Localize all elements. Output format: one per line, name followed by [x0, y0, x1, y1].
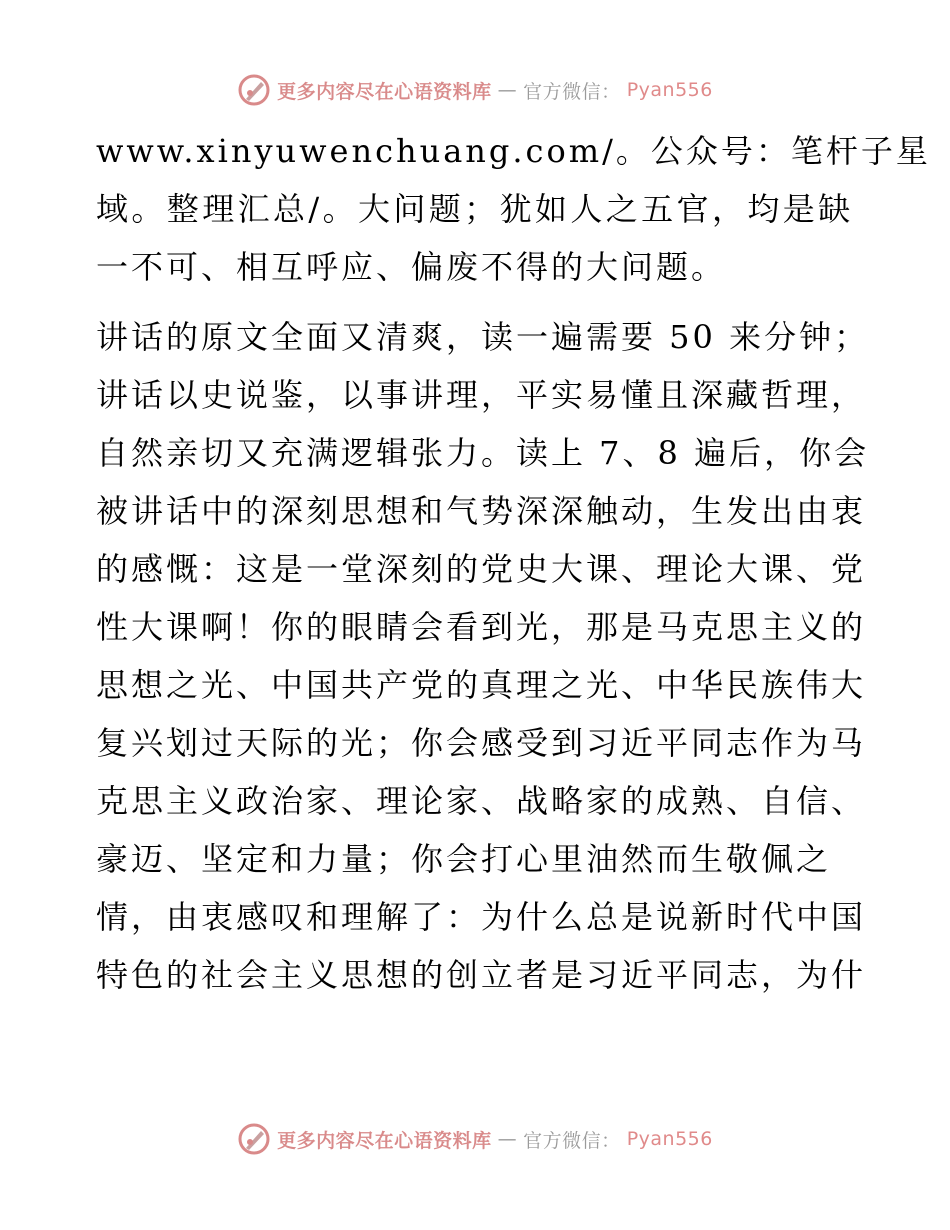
- watermark-brand: 更多内容尽在心语资料库: [277, 80, 492, 103]
- text-line: www.xinyuwenchuang.com/。公众号：笔杆子星: [96, 132, 931, 170]
- text-line: 域。整理汇总/。大问题；犹如人之五官，均是缺: [96, 190, 854, 228]
- header-watermark: [0, 70, 950, 110]
- text-line: 自然亲切又充满逻辑张力。读上 7、8 遍后，你会: [96, 434, 870, 472]
- watermark-brand: 更多内容尽在心语资料库: [277, 1129, 492, 1152]
- watermark-wechat-id: Pyan556: [626, 1128, 713, 1150]
- watermark-wechat-id: Pyan556: [626, 79, 713, 101]
- text-line: 讲话以史说鉴，以事讲理，平实易懂且深藏哲理，: [96, 376, 867, 414]
- text-line: 复兴划过天际的光；你会感受到习近平同志作为马: [96, 724, 867, 762]
- text-line: 讲话的原文全面又清爽，读一遍需要 50 来分钟；: [96, 318, 870, 356]
- quill-circle-logo-icon: [237, 73, 271, 107]
- text-line: 被讲话中的深刻思想和气势深深触动，生发出由衷: [96, 492, 867, 530]
- quill-circle-logo-icon: [237, 1122, 271, 1156]
- text-line: 特色的社会主义思想的创立者是习近平同志，为什: [96, 956, 867, 994]
- text-line: 思想之光、中国共产党的真理之光、中华民族伟大: [96, 666, 867, 704]
- paragraph: [96, 122, 931, 296]
- footer-watermark: [0, 1119, 950, 1159]
- text-line: 情，由衷感叹和理解了：为什么总是说新时代中国: [96, 898, 867, 936]
- document-body: [96, 122, 931, 1004]
- text-line: 的感慨：这是一堂深刻的党史大课、理论大课、党: [96, 550, 867, 588]
- paragraph: [96, 308, 870, 1004]
- text-line: 一不可、相互呼应、偏废不得的大问题。: [96, 248, 727, 286]
- text-line: 性大课啊！你的眼睛会看到光，那是马克思主义的: [96, 608, 867, 646]
- text-line: 豪迈、坚定和力量；你会打心里油然而生敬佩之: [96, 840, 832, 878]
- watermark-separator: —: [497, 1128, 518, 1150]
- watermark-wechat-label: 官方微信：: [523, 1129, 621, 1152]
- watermark-wechat-label: 官方微信：: [523, 80, 621, 103]
- watermark-separator: —: [497, 79, 518, 101]
- text-line: 克思主义政治家、理论家、战略家的成熟、自信、: [96, 782, 867, 820]
